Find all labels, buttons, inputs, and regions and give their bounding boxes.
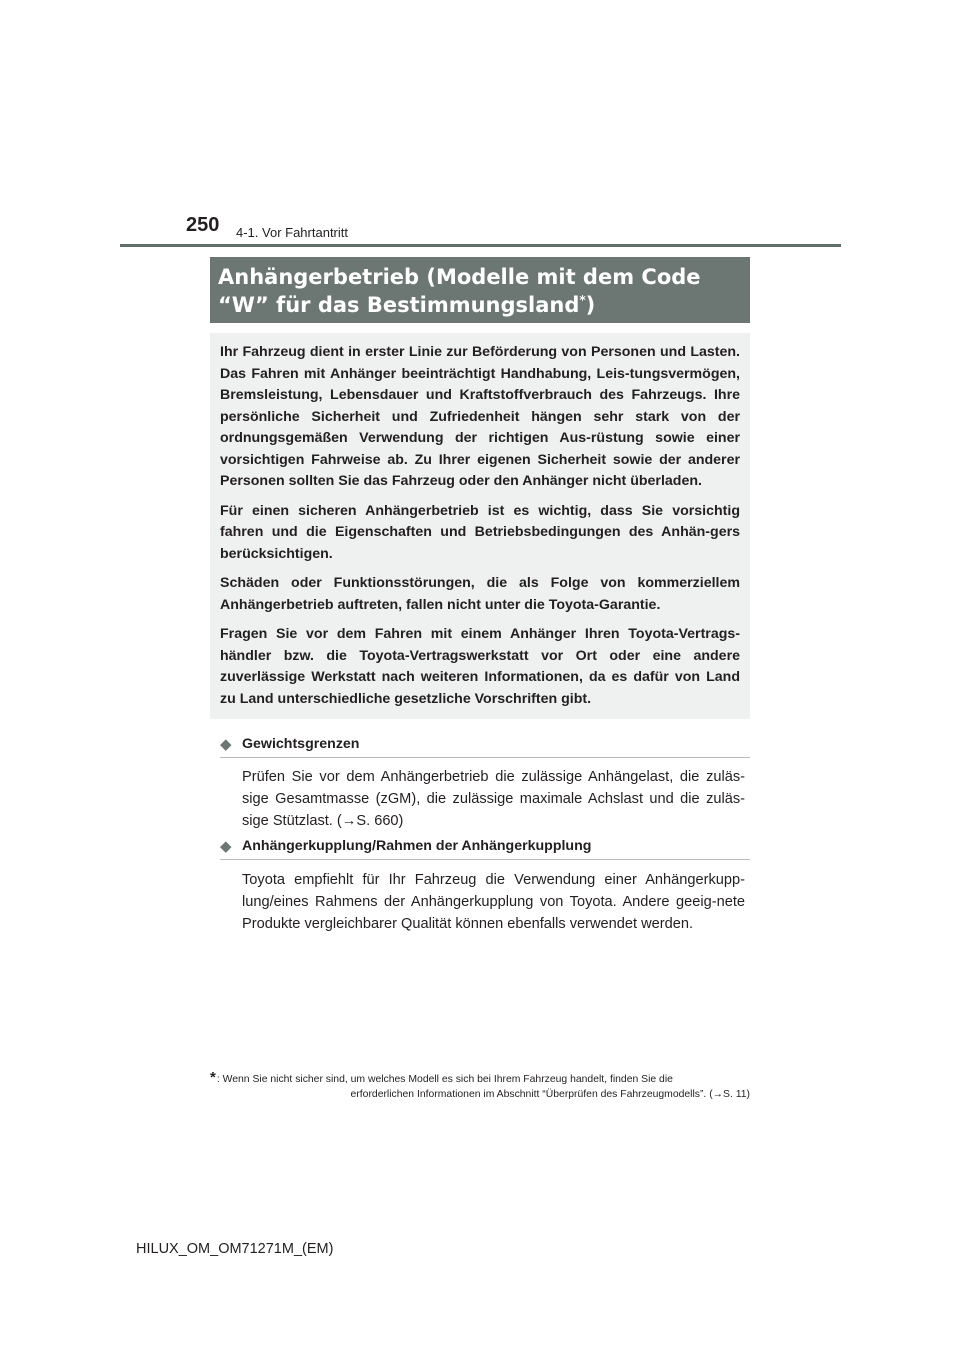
section-label: 4-1. Vor Fahrtantritt <box>236 225 348 240</box>
intro-paragraph: Ihr Fahrzeug dient in erster Linie zur Beförderung von Personen und Lasten. Das Fahren mit Anhänger beeinträchtigt Handhabung, Leis-tungsvermögen, Bremsleistung, Lebensdauer und Kraftstoffverbrauch des Fahrzeugs. Ihre persönliche Sicherheit und Zufriedenheit hängen sehr stark von der ordnungsgemäßen Verwendung der richtigen Aus-rüstung sowie einer vorsichtigen Fahrweise ab. Zu Ihrer eigenen Sicherheit sowie der anderer Personen sollten Sie das Fahrzeug oder den Anhänger nicht überladen. <box>220 344 740 489</box>
section-heading-text: Anhängerkupplung/Rahmen der Anhängerkupplung <box>242 838 592 854</box>
intro-box <box>210 333 750 719</box>
title-line-2-text: “W” für das Bestimmungsland <box>218 293 580 317</box>
document-code: HILUX_OM_OM71271M_(EM) <box>136 1241 334 1257</box>
footnote-line-2: erforderlichen Informationen im Abschnitt “Überprüfen des Fahrzeugmodells”. (→S. 11) <box>350 1089 750 1100</box>
intro-paragraph: Schäden oder Funktionsstörungen, die als Folge von kommerziellem Anhängerbetrieb auftreten, fallen nicht unter die Toyota-Garantie. <box>220 575 740 613</box>
footnote-marker-icon: * <box>579 293 586 307</box>
footnote-text-1: : Wenn Sie nicht sicher sind, um welches Modell es sich bei Ihrem Fahrzeug handelt, finden Sie die <box>216 1074 673 1085</box>
page-number: 250 <box>186 214 220 236</box>
intro-paragraph: Fragen Sie vor dem Fahren mit einem Anhänger Ihren Toyota-Vertrags-händler bzw. die Toyota-Vertragswerkstatt vor Ort oder eine andere zuverlässige Werkstatt nach weiteren Informationen, da es dafür von Land zu Land unterschiedliche gesetzliche Vorschriften gibt. <box>220 626 740 707</box>
title-box <box>210 257 750 323</box>
diamond-bullet-icon: ◆ <box>220 736 232 753</box>
intro-paragraph: Für einen sicheren Anhängerbetrieb ist es wichtig, dass Sie vorsichtig fahren und die Eigenschaften und Betriebsbedingungen des Anhän-gers berücksichtigen. <box>220 502 740 562</box>
title-line-2-close: ) <box>585 293 596 317</box>
section-heading-anhaengerkupplung <box>220 838 750 860</box>
section-body-gewichtsgrenzen: Prüfen Sie vor dem Anhängerbetrieb die zulässige Anhängelast, die zuläs-sige Gesamtmasse (zGM), die zulässige maximale Achslast und die zuläs-sige Stützlast. (→S. 660) <box>242 769 745 829</box>
footnote-star-icon: * <box>210 1069 216 1086</box>
footnote <box>210 1069 750 1102</box>
diamond-bullet-icon: ◆ <box>220 838 232 855</box>
section-heading-text: Gewichtsgrenzen <box>242 736 360 752</box>
header-divider <box>120 244 841 247</box>
footnote-line-1 <box>210 1069 750 1087</box>
section-heading-gewichtsgrenzen <box>220 736 750 758</box>
section-body-anhaengerkupplung: Toyota empfiehlt für Ihr Fahrzeug die Verwendung einer Anhängerkupp-lung/eines Rahmens der Anhängerkupplung von Toyota. Andere geeig-nete Produkte vergleichbarer Qualität können ebenfalls verwendet werden. <box>242 872 745 932</box>
title-line-2 <box>218 291 742 319</box>
title-line-1: Anhängerbetrieb (Modelle mit dem Code <box>218 265 701 289</box>
